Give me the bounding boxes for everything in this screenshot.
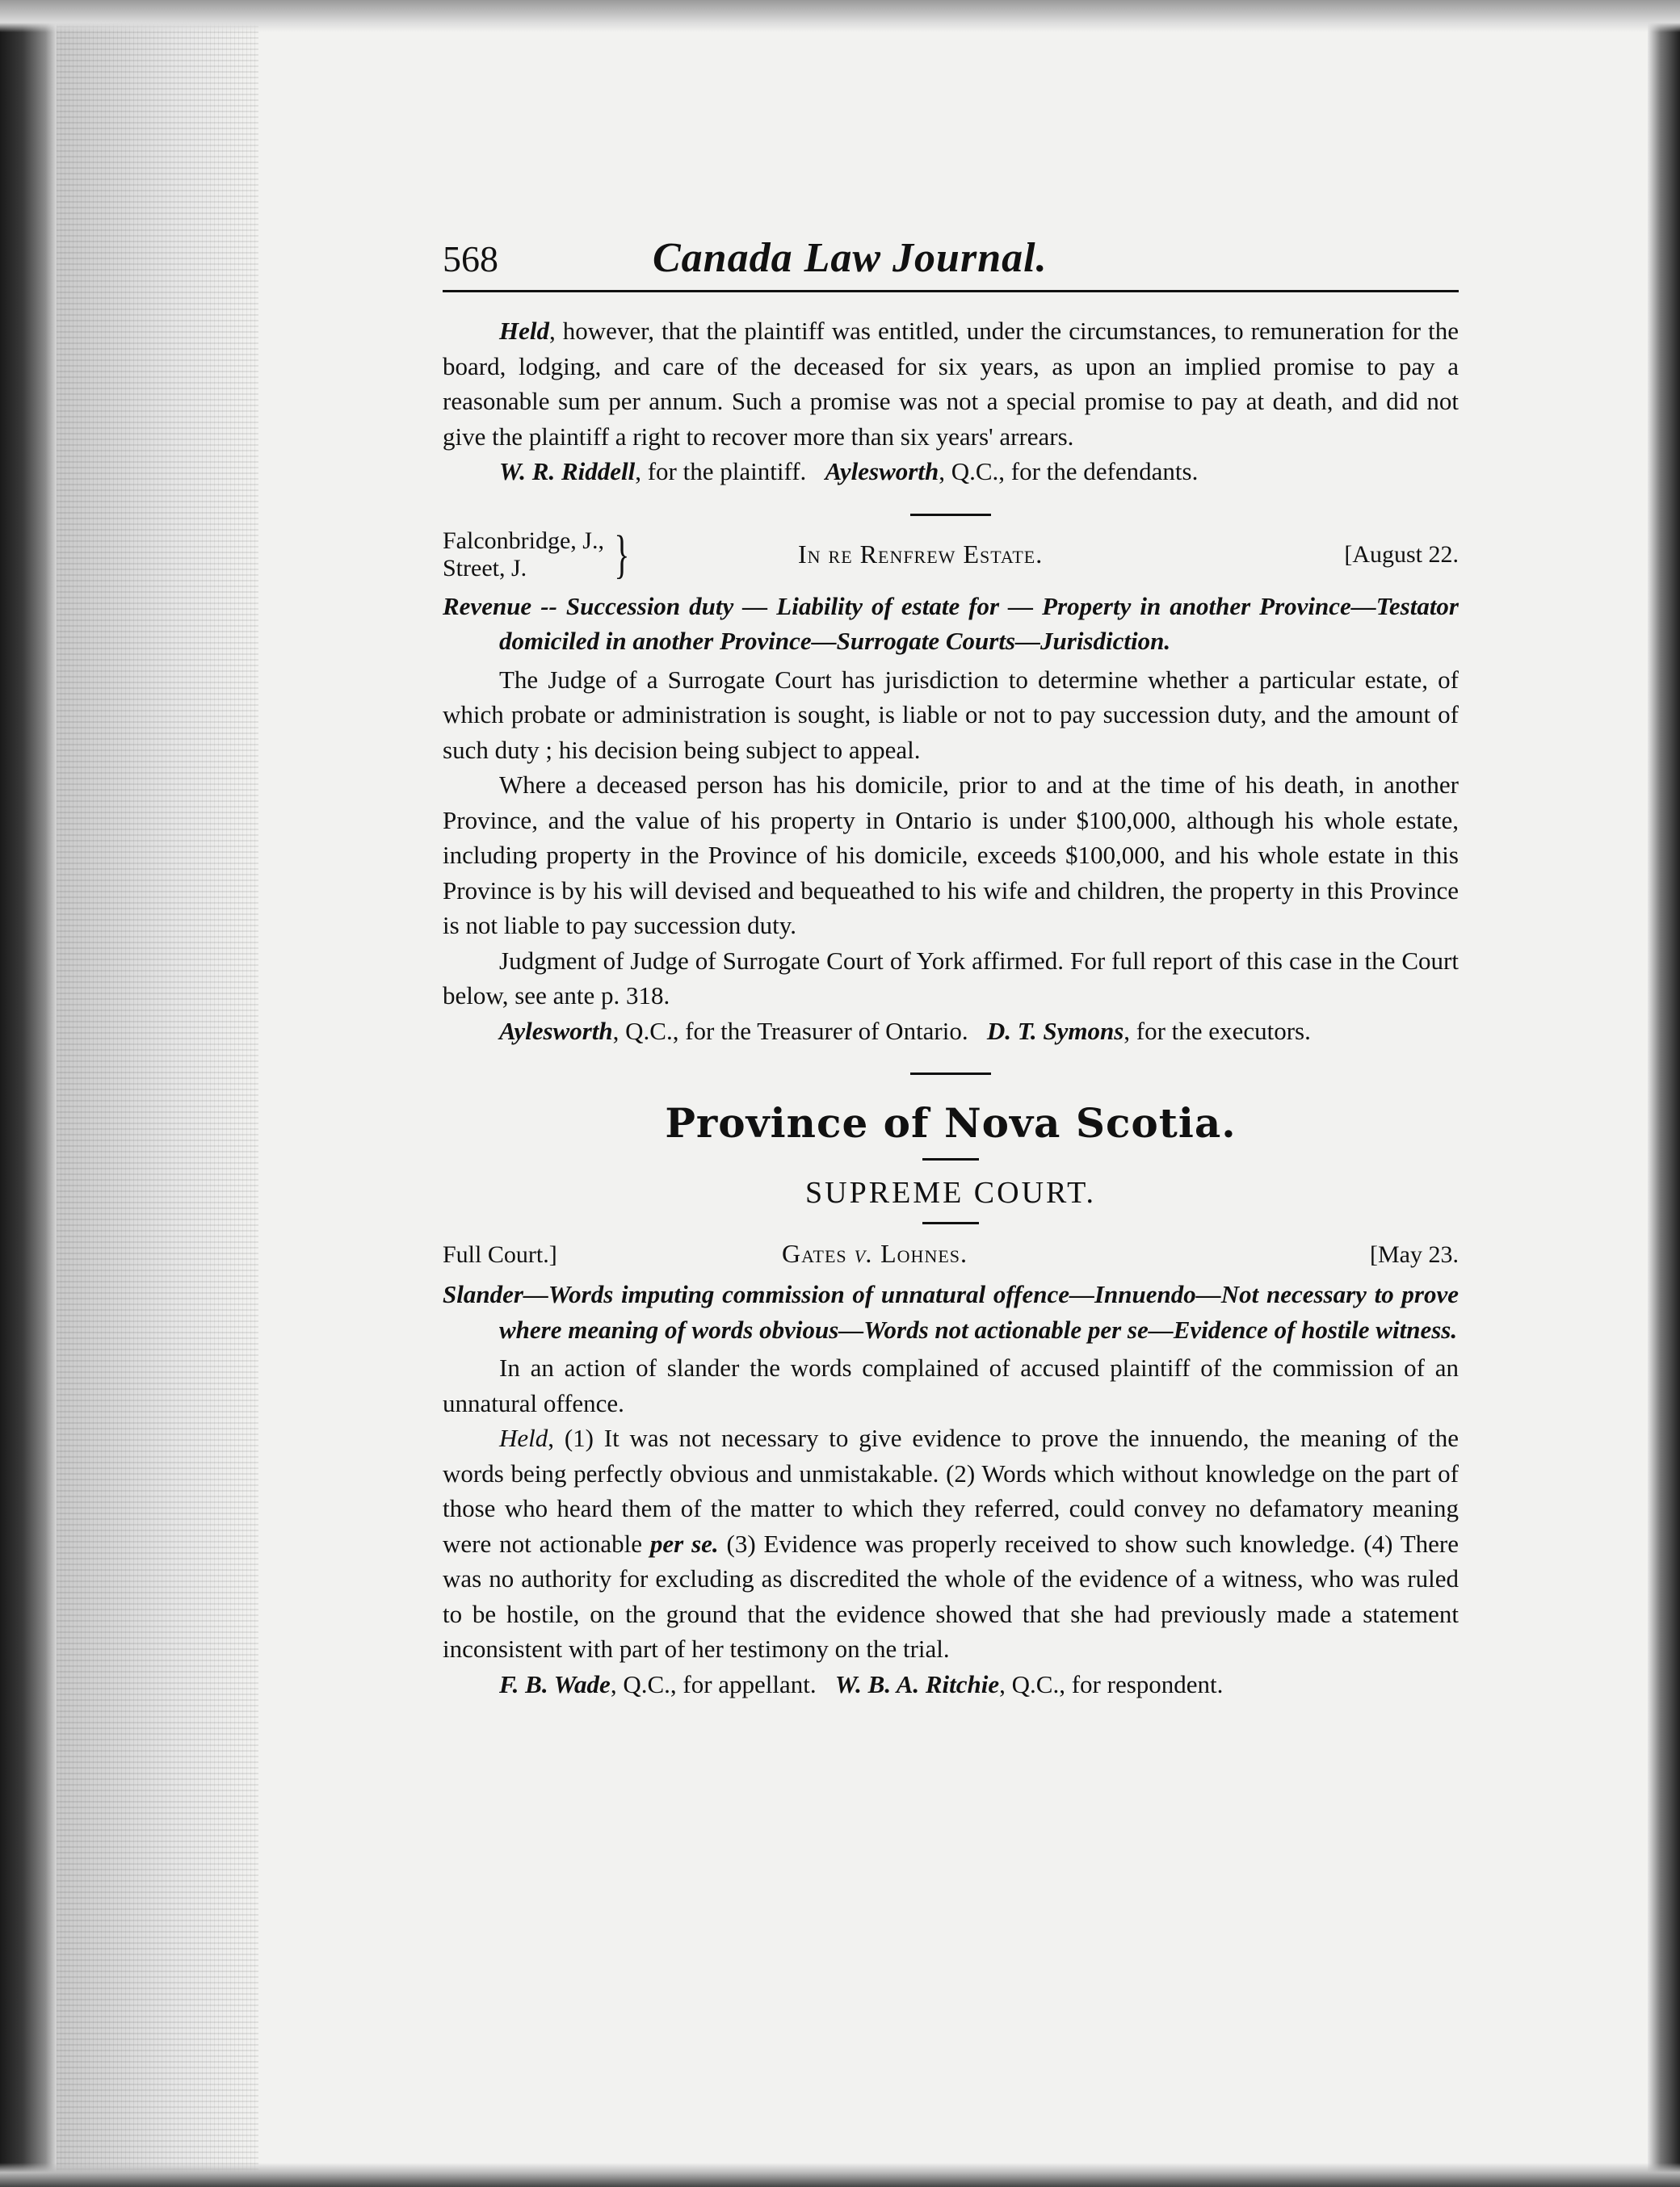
section-divider — [910, 514, 991, 516]
held-lead: Held — [499, 317, 549, 345]
scan-border-left — [0, 0, 57, 2187]
case3-held-paragraph — [443, 1421, 1459, 1667]
page-number: 568 — [443, 238, 498, 279]
case-name — [782, 1239, 1370, 1269]
court-label: Full Court.] — [443, 1241, 557, 1268]
judge-name: Street, J. — [443, 554, 527, 581]
party-name: Gates — [782, 1239, 847, 1268]
held-text: (3) Evidence was properly received to show such knowledge. (4) There was no authority for excluding as discredited the whole of the evidence of a witness, who was ruled to be hostile, on the ground that the evidence showed that she had previously made a statement inconsistent with part of her testimony on the trial. — [443, 1529, 1460, 1663]
party-name: Lohnes. — [880, 1239, 968, 1268]
case1-counsel — [443, 454, 1459, 489]
case2-headnote: Revenue -- Succession duty — Liability of estate for — Property in another Province—Testator domiciled in another Province—Surrogate Courts—Jurisdiction. — [443, 591, 1459, 655]
counsel-role: , for the plaintiff. — [635, 457, 807, 485]
counsel-name: F. B. Wade — [499, 1669, 611, 1698]
judges — [443, 524, 766, 584]
case2-paragraph: Where a deceased person has his domicile, prior to and at the time of his death, in another Province, and the value of his property in Ontario is under $100,000, although his whole estate, including property in the Province of his domicile, exceeds $100,000, and his whole estate in this Province is by his will devised and bequeathed to his wife and children, the property in this Province is not liable to pay succession duty. — [443, 770, 1459, 939]
title-divider — [922, 1158, 979, 1161]
counsel-role: , for the executors. — [1124, 1016, 1311, 1045]
scan-border-bottom — [0, 2163, 1680, 2187]
section-divider — [910, 1073, 991, 1075]
case-date: [August 22. — [1344, 540, 1459, 568]
journal-title: Canada Law Journal. — [653, 235, 1048, 281]
counsel-name: D. T. Symons — [986, 1016, 1124, 1045]
case2-paragraph: Judgment of Judge of Surrogate Court of York affirmed. For full report of this case in the Court below, see ante p. 318. — [443, 946, 1459, 1010]
counsel-role: , Q.C., for the Treasurer of Ontario. — [612, 1016, 968, 1045]
scan-border-top — [0, 0, 1680, 32]
per-se: per se. — [649, 1529, 719, 1558]
held-text: , however, that the plaintiff was entitled, under the circumstances, to remuneration for the board, lodging, and care of the deceased for six years, as upon an implied promise to pay a reasonable sum per annum. Such a promise was not a special promise to pay at death, and did not give the plaintiff a right to recover more than six years' arrears. — [443, 317, 1459, 451]
province-title: Province of Nova Scotia. — [665, 1099, 1237, 1147]
counsel-name: W. B. A. Ritchie — [834, 1669, 1000, 1698]
brace-glyph: } — [614, 524, 630, 584]
case3-headnote: Slander—Words imputing commission of unnatural offence—Innuendo—Not necessary to prove where meaning of words obvious—Words not actionable per se—Evidence of hostile witness. — [443, 1280, 1459, 1344]
case2-heading — [443, 524, 1459, 584]
running-head — [443, 234, 1459, 292]
held-lead: Held — [499, 1424, 548, 1452]
held-text: , (1) It was not necessary to give evidence to prove the innuendo, the meaning of the words being perfectly obvious and unmistakable. (2) Words which without knowledge on the part of those who heard them of the matter to which they referred, could convey no defamatory meaning were not actionable — [443, 1424, 1459, 1558]
case3-counsel — [443, 1667, 1459, 1702]
counsel-role: , Q.C., for respondent. — [999, 1669, 1224, 1698]
case1-held-paragraph — [443, 313, 1459, 454]
case3-heading — [443, 1239, 1459, 1269]
scan-border-right — [1648, 0, 1680, 2187]
case-date: [May 23. — [1370, 1241, 1459, 1268]
scan-noise-left — [57, 0, 258, 2187]
counsel-name: Aylesworth — [499, 1016, 613, 1045]
case-name: In re Renfrew Estate. — [798, 539, 1044, 569]
court-title: SUPREME COURT. — [805, 1176, 1096, 1210]
title-divider — [922, 1222, 979, 1224]
counsel-name: W. R. Riddell — [499, 457, 636, 485]
case3-paragraph: In an action of slander the words complained of accused plaintiff of the commission of an unnatural offence. — [443, 1354, 1459, 1417]
case2-counsel — [443, 1014, 1459, 1049]
counsel-role: , Q.C., for appellant. — [610, 1669, 817, 1698]
judge-name: Falconbridge, J., — [443, 527, 604, 554]
versus: v. — [854, 1239, 874, 1268]
counsel-name: Aylesworth — [825, 457, 939, 485]
page-content — [443, 234, 1459, 1702]
case2-paragraph: The Judge of a Surrogate Court has jurisdiction to determine whether a particular estate, of which probate or administration is sought, is liable or not to pay succession duty, and the amount of such duty ; his decision being subject to appeal. — [443, 665, 1459, 764]
counsel-role: , Q.C., for the defendants. — [939, 457, 1199, 485]
